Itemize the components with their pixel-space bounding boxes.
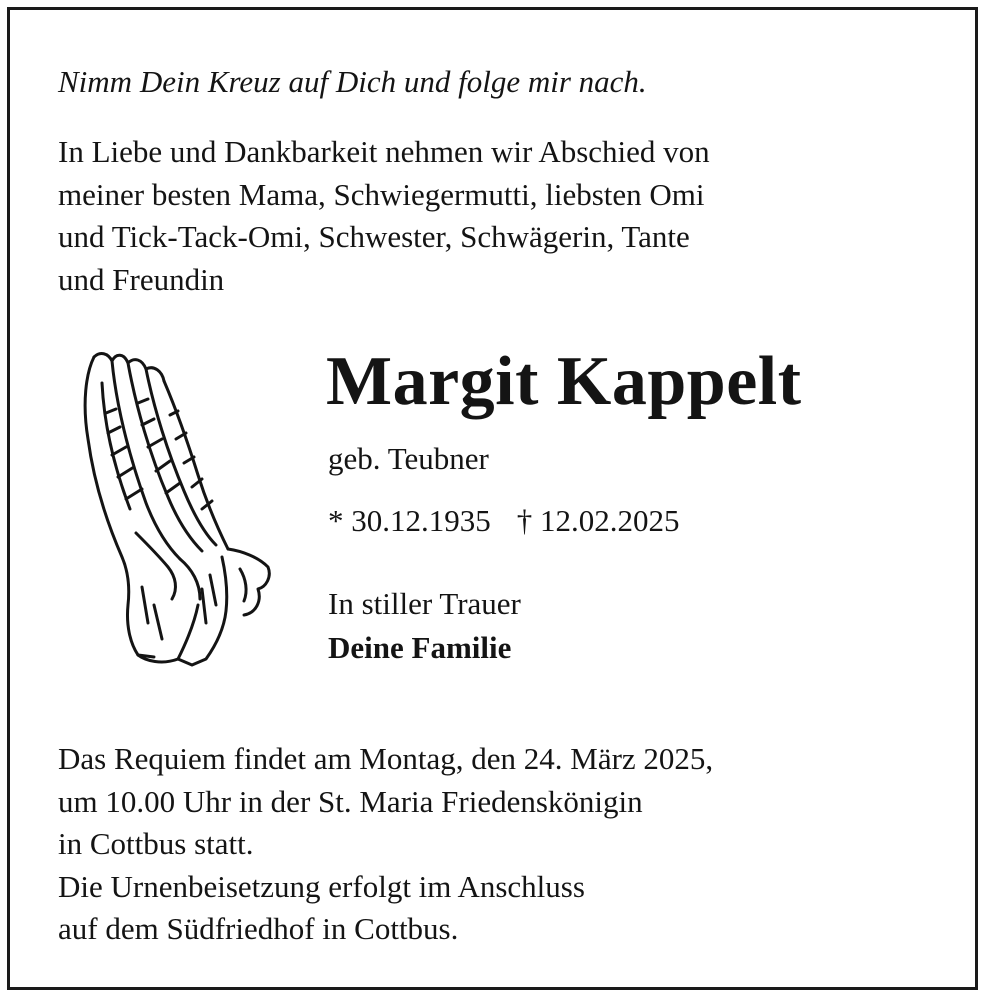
mourning-line: In stiller Trauer: [328, 586, 521, 621]
intro-line: meiner besten Mama, Schwiegermutti, liebsten Omi: [58, 176, 705, 212]
service-line: in Cottbus statt.: [58, 826, 254, 861]
deceased-name: Margit Kappelt: [326, 343, 802, 420]
service-line: auf dem Südfriedhof in Cottbus.: [58, 911, 459, 946]
obituary-notice: [7, 7, 978, 990]
bible-verse: Nimm Dein Kreuz auf Dich und folge mir nach.: [58, 64, 647, 99]
birth-date: * 30.12.1935: [328, 503, 491, 538]
intro-paragraph: [58, 131, 938, 301]
service-line: Die Urnenbeisetzung erfolgt im Anschluss: [58, 868, 585, 904]
intro-line: und Tick-Tack-Omi, Schwester, Schwägerin, Tante: [58, 219, 690, 254]
service-line: um 10.00 Uhr in der St. Maria Friedenskönigin: [58, 783, 643, 819]
praying-hands-icon: [76, 343, 276, 673]
family-signature: Deine Familie: [328, 630, 512, 665]
service-details: [58, 738, 938, 951]
intro-line: und Freundin: [58, 261, 225, 297]
service-line: Das Requiem findet am Montag, den 24. März 2025,: [58, 741, 714, 776]
intro-line: In Liebe und Dankbarkeit nehmen wir Abschied von: [58, 134, 710, 169]
maiden-name: geb. Teubner: [328, 441, 489, 476]
death-date: † 12.02.2025: [516, 503, 680, 538]
life-dates: [328, 501, 680, 541]
